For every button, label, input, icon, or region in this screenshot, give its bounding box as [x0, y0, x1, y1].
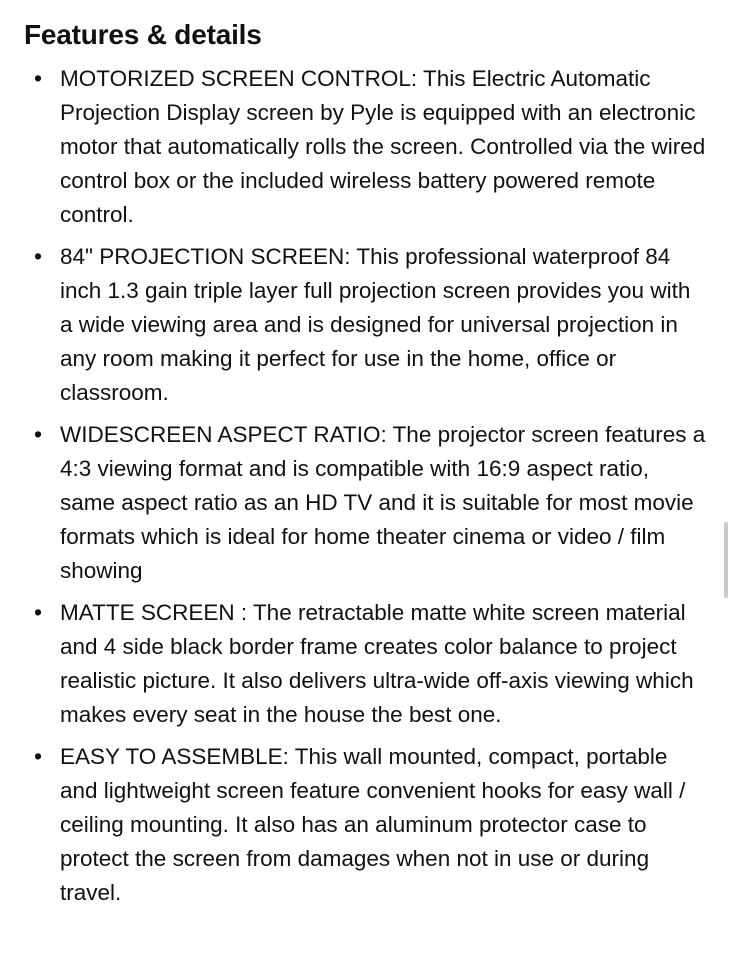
list-item: • WIDESCREEN ASPECT RATIO: The projector screen features a 4:3 viewing format and is compatible with 16:9 aspect ratio, same aspect ratio as an HD TV and it is suitable for most movie formats which is ideal for home theater cinema or video / film showing	[24, 418, 708, 588]
feature-bullet-list	[24, 62, 708, 910]
list-item: • EASY TO ASSEMBLE: This wall mounted, compact, portable and lightweight screen feature convenient hooks for easy wall / ceiling mounting. It also has an aluminum protector case to protect the screen from damages when not in use or during travel.	[24, 740, 708, 910]
list-item: • MATTE SCREEN : The retractable matte white screen material and 4 side black border frame creates color balance to project realistic picture. It also delivers ultra-wide off-axis viewing which makes every seat in the house the best one.	[24, 596, 708, 732]
list-item: • MOTORIZED SCREEN CONTROL: This Electric Automatic Projection Display screen by Pyle is equipped with an electronic motor that automatically rolls the screen. Controlled via the wired control box or the included wireless battery powered remote control.	[24, 62, 708, 232]
page-title: Features & details	[24, 19, 262, 50]
list-item: • 84" PROJECTION SCREEN: This professional waterproof 84 inch 1.3 gain triple layer full projection screen provides you with a wide viewing area and is designed for universal projection in any room making it perfect for use in the home, office or classroom.	[24, 240, 708, 410]
vertical-scrollbar[interactable]	[724, 522, 728, 598]
